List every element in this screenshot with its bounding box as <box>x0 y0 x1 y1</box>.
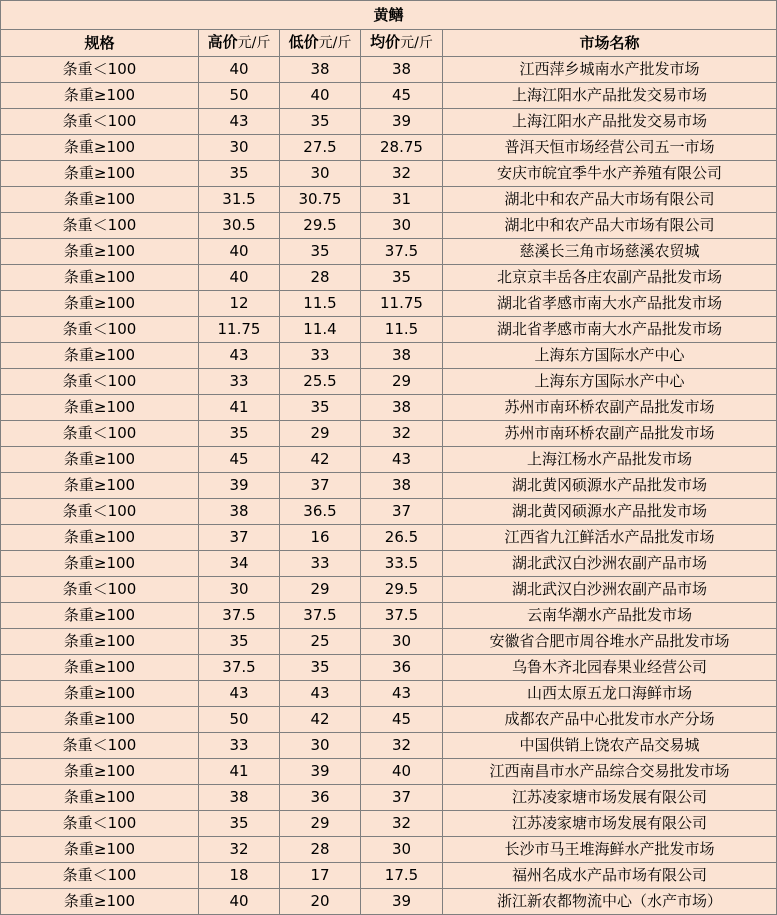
table-row <box>1 681 777 707</box>
header-high-price-label: 高价 <box>207 33 238 51</box>
high-price-cell: 32 <box>199 837 280 863</box>
spec-cell: 条重＜100 <box>1 811 199 837</box>
spec-cell: 条重＜100 <box>1 733 199 759</box>
spec-cell: 条重＜100 <box>1 57 199 83</box>
spec-cell: 条重≥100 <box>1 551 199 577</box>
high-price-cell: 41 <box>199 759 280 785</box>
avg-price-cell: 36 <box>361 655 443 681</box>
header-low-price-unit: 元/斤 <box>318 35 352 51</box>
table-row <box>1 707 777 733</box>
high-price-cell: 40 <box>199 265 280 291</box>
low-price-cell: 29.5 <box>280 213 361 239</box>
spec-cell: 条重＜100 <box>1 369 199 395</box>
avg-price-cell: 45 <box>361 707 443 733</box>
table-row <box>1 187 777 213</box>
header-low-price-label: 低价 <box>288 33 319 51</box>
high-price-cell: 50 <box>199 83 280 109</box>
low-price-cell: 25.5 <box>280 369 361 395</box>
high-price-cell: 33 <box>199 733 280 759</box>
avg-price-cell: 17.5 <box>361 863 443 889</box>
table-row <box>1 135 777 161</box>
spec-cell: 条重＜100 <box>1 213 199 239</box>
high-price-cell: 38 <box>199 499 280 525</box>
market-name-cell: 江西萍乡城南水产批发市场 <box>443 57 777 83</box>
header-spec <box>1 30 199 57</box>
spec-cell: 条重≥100 <box>1 343 199 369</box>
low-price-cell: 37 <box>280 473 361 499</box>
table-row <box>1 603 777 629</box>
avg-price-cell: 37.5 <box>361 603 443 629</box>
market-name-cell: 安徽省合肥市周谷堆水产品批发市场 <box>443 629 777 655</box>
market-name-cell: 上海江阳水产品批发交易市场 <box>443 109 777 135</box>
table-row <box>1 837 777 863</box>
market-name-cell: 江西省九江鲜活水产品批发市场 <box>443 525 777 551</box>
market-name-cell: 安庆市皖宜季牛水产养殖有限公司 <box>443 161 777 187</box>
market-name-cell: 北京京丰岳各庄农副产品批发市场 <box>443 265 777 291</box>
high-price-cell: 41 <box>199 395 280 421</box>
spec-cell: 条重≥100 <box>1 889 199 915</box>
avg-price-cell: 29.5 <box>361 577 443 603</box>
low-price-cell: 35 <box>280 395 361 421</box>
high-price-cell: 11.75 <box>199 317 280 343</box>
high-price-cell: 38 <box>199 785 280 811</box>
avg-price-cell: 43 <box>361 447 443 473</box>
low-price-cell: 35 <box>280 109 361 135</box>
table-title: 黄鳝 <box>1 1 777 30</box>
avg-price-cell: 32 <box>361 811 443 837</box>
header-spec-label: 规格 <box>84 33 115 52</box>
market-name-cell: 普洱天恒市场经营公司五一市场 <box>443 135 777 161</box>
table-row <box>1 83 777 109</box>
spec-cell: 条重≥100 <box>1 525 199 551</box>
table-row <box>1 265 777 291</box>
spec-cell: 条重≥100 <box>1 395 199 421</box>
spec-cell: 条重≥100 <box>1 265 199 291</box>
high-price-cell: 50 <box>199 707 280 733</box>
low-price-cell: 43 <box>280 681 361 707</box>
header-avg-price-label: 均价 <box>370 33 401 51</box>
market-name-cell: 江西南昌市水产品综合交易批发市场 <box>443 759 777 785</box>
low-price-cell: 11.5 <box>280 291 361 317</box>
avg-price-cell: 37.5 <box>361 239 443 265</box>
table-row <box>1 447 777 473</box>
avg-price-cell: 30 <box>361 837 443 863</box>
high-price-cell: 35 <box>199 161 280 187</box>
avg-price-cell: 45 <box>361 83 443 109</box>
spec-cell: 条重＜100 <box>1 421 199 447</box>
table-row <box>1 811 777 837</box>
spec-cell: 条重≥100 <box>1 629 199 655</box>
low-price-cell: 37.5 <box>280 603 361 629</box>
avg-price-cell: 11.75 <box>361 291 443 317</box>
market-name-cell: 云南华潮水产品批发市场 <box>443 603 777 629</box>
low-price-cell: 42 <box>280 447 361 473</box>
spec-cell: 条重≥100 <box>1 785 199 811</box>
avg-price-cell: 38 <box>361 395 443 421</box>
high-price-cell: 40 <box>199 57 280 83</box>
spec-cell: 条重＜100 <box>1 863 199 889</box>
market-name-cell: 湖北黄冈硕源水产品批发市场 <box>443 499 777 525</box>
high-price-cell: 43 <box>199 109 280 135</box>
market-name-cell: 湖北黄冈硕源水产品批发市场 <box>443 473 777 499</box>
spec-cell: 条重≥100 <box>1 473 199 499</box>
spec-cell: 条重≥100 <box>1 603 199 629</box>
spec-cell: 条重＜100 <box>1 317 199 343</box>
high-price-cell: 12 <box>199 291 280 317</box>
avg-price-cell: 32 <box>361 161 443 187</box>
spec-cell: 条重≥100 <box>1 83 199 109</box>
market-name-cell: 湖北武汉白沙洲农副产品市场 <box>443 551 777 577</box>
spec-cell: 条重≥100 <box>1 291 199 317</box>
spec-cell: 条重＜100 <box>1 577 199 603</box>
avg-price-cell: 38 <box>361 343 443 369</box>
spec-cell: 条重≥100 <box>1 161 199 187</box>
avg-price-cell: 26.5 <box>361 525 443 551</box>
table-row <box>1 629 777 655</box>
high-price-cell: 30 <box>199 577 280 603</box>
market-name-cell: 福州名成水产品市场有限公司 <box>443 863 777 889</box>
high-price-cell: 18 <box>199 863 280 889</box>
spec-cell: 条重≥100 <box>1 135 199 161</box>
low-price-cell: 35 <box>280 655 361 681</box>
low-price-cell: 17 <box>280 863 361 889</box>
high-price-cell: 30.5 <box>199 213 280 239</box>
table-row <box>1 239 777 265</box>
table-row <box>1 161 777 187</box>
table-row <box>1 395 777 421</box>
table-row <box>1 109 777 135</box>
avg-price-cell: 33.5 <box>361 551 443 577</box>
avg-price-cell: 39 <box>361 889 443 915</box>
table-row <box>1 863 777 889</box>
low-price-cell: 35 <box>280 239 361 265</box>
avg-price-cell: 40 <box>361 759 443 785</box>
low-price-cell: 33 <box>280 551 361 577</box>
market-name-cell: 慈溪长三角市场慈溪农贸城 <box>443 239 777 265</box>
market-name-cell: 成都农产品中心批发市水产分场 <box>443 707 777 733</box>
table-row <box>1 785 777 811</box>
market-name-cell: 上海江杨水产品批发市场 <box>443 447 777 473</box>
market-name-cell: 湖北中和农产品大市场有限公司 <box>443 213 777 239</box>
header-high-price <box>199 30 280 57</box>
spec-cell: 条重≥100 <box>1 681 199 707</box>
table-row <box>1 291 777 317</box>
header-low-price <box>280 30 361 57</box>
high-price-cell: 40 <box>199 239 280 265</box>
market-name-cell: 中国供销上饶农产品交易城 <box>443 733 777 759</box>
avg-price-cell: 39 <box>361 109 443 135</box>
market-name-cell: 长沙市马王堆海鲜水产批发市场 <box>443 837 777 863</box>
avg-price-cell: 32 <box>361 733 443 759</box>
avg-price-cell: 32 <box>361 421 443 447</box>
low-price-cell: 30.75 <box>280 187 361 213</box>
table-row <box>1 343 777 369</box>
market-name-cell: 上海江阳水产品批发交易市场 <box>443 83 777 109</box>
avg-price-cell: 37 <box>361 785 443 811</box>
high-price-cell: 35 <box>199 421 280 447</box>
spec-cell: 条重＜100 <box>1 109 199 135</box>
low-price-cell: 39 <box>280 759 361 785</box>
table-row <box>1 57 777 83</box>
header-market-name-label: 市场名称 <box>579 33 640 52</box>
spec-cell: 条重≥100 <box>1 759 199 785</box>
low-price-cell: 36 <box>280 785 361 811</box>
high-price-cell: 40 <box>199 889 280 915</box>
market-name-cell: 山西太原五龙口海鲜市场 <box>443 681 777 707</box>
market-name-cell: 乌鲁木齐北园春果业经营公司 <box>443 655 777 681</box>
table-row <box>1 551 777 577</box>
high-price-cell: 37.5 <box>199 603 280 629</box>
title-row <box>1 1 777 30</box>
table-row <box>1 317 777 343</box>
low-price-cell: 16 <box>280 525 361 551</box>
avg-price-cell: 38 <box>361 57 443 83</box>
market-name-cell: 湖北中和农产品大市场有限公司 <box>443 187 777 213</box>
table-row <box>1 889 777 915</box>
spec-cell: 条重≥100 <box>1 447 199 473</box>
market-name-cell: 湖北省孝感市南大水产品批发市场 <box>443 317 777 343</box>
high-price-cell: 35 <box>199 629 280 655</box>
market-name-cell: 苏州市南环桥农副产品批发市场 <box>443 395 777 421</box>
low-price-cell: 29 <box>280 811 361 837</box>
low-price-cell: 33 <box>280 343 361 369</box>
market-name-cell: 湖北武汉白沙洲农副产品市场 <box>443 577 777 603</box>
spec-cell: 条重≥100 <box>1 707 199 733</box>
table-row <box>1 369 777 395</box>
spec-cell: 条重＜100 <box>1 499 199 525</box>
header-market-name <box>443 30 777 57</box>
spec-cell: 条重≥100 <box>1 837 199 863</box>
avg-price-cell: 35 <box>361 265 443 291</box>
avg-price-cell: 37 <box>361 499 443 525</box>
low-price-cell: 20 <box>280 889 361 915</box>
avg-price-cell: 30 <box>361 629 443 655</box>
market-name-cell: 湖北省孝感市南大水产品批发市场 <box>443 291 777 317</box>
header-avg-price <box>361 30 443 57</box>
low-price-cell: 40 <box>280 83 361 109</box>
low-price-cell: 27.5 <box>280 135 361 161</box>
low-price-cell: 28 <box>280 837 361 863</box>
high-price-cell: 43 <box>199 681 280 707</box>
high-price-cell: 34 <box>199 551 280 577</box>
high-price-cell: 35 <box>199 811 280 837</box>
table-row <box>1 499 777 525</box>
market-name-cell: 江苏凌家塘市场发展有限公司 <box>443 785 777 811</box>
low-price-cell: 29 <box>280 421 361 447</box>
avg-price-cell: 11.5 <box>361 317 443 343</box>
low-price-cell: 30 <box>280 733 361 759</box>
high-price-cell: 45 <box>199 447 280 473</box>
header-avg-price-unit: 元/斤 <box>400 35 433 51</box>
avg-price-cell: 29 <box>361 369 443 395</box>
low-price-cell: 38 <box>280 57 361 83</box>
market-name-cell: 上海东方国际水产中心 <box>443 343 777 369</box>
table-row <box>1 421 777 447</box>
low-price-cell: 42 <box>280 707 361 733</box>
low-price-cell: 29 <box>280 577 361 603</box>
table-row <box>1 733 777 759</box>
spec-cell: 条重≥100 <box>1 187 199 213</box>
high-price-cell: 30 <box>199 135 280 161</box>
avg-price-cell: 43 <box>361 681 443 707</box>
low-price-cell: 11.4 <box>280 317 361 343</box>
avg-price-cell: 31 <box>361 187 443 213</box>
table-body <box>1 57 777 915</box>
header-row <box>1 30 777 57</box>
low-price-cell: 30 <box>280 161 361 187</box>
avg-price-cell: 28.75 <box>361 135 443 161</box>
avg-price-cell: 30 <box>361 213 443 239</box>
avg-price-cell: 38 <box>361 473 443 499</box>
market-name-cell: 苏州市南环桥农副产品批发市场 <box>443 421 777 447</box>
header-high-price-unit: 元/斤 <box>237 35 271 51</box>
table-row <box>1 213 777 239</box>
high-price-cell: 37 <box>199 525 280 551</box>
high-price-cell: 39 <box>199 473 280 499</box>
market-name-cell: 浙江新农都物流中心（水产市场） <box>443 889 777 915</box>
table-row <box>1 655 777 681</box>
high-price-cell: 31.5 <box>199 187 280 213</box>
low-price-cell: 25 <box>280 629 361 655</box>
high-price-cell: 43 <box>199 343 280 369</box>
table-row <box>1 577 777 603</box>
spec-cell: 条重≥100 <box>1 239 199 265</box>
high-price-cell: 37.5 <box>199 655 280 681</box>
low-price-cell: 28 <box>280 265 361 291</box>
market-name-cell: 上海东方国际水产中心 <box>443 369 777 395</box>
market-name-cell: 江苏凌家塘市场发展有限公司 <box>443 811 777 837</box>
low-price-cell: 36.5 <box>280 499 361 525</box>
table-row <box>1 759 777 785</box>
high-price-cell: 33 <box>199 369 280 395</box>
table-row <box>1 525 777 551</box>
spec-cell: 条重≥100 <box>1 655 199 681</box>
table-row <box>1 473 777 499</box>
